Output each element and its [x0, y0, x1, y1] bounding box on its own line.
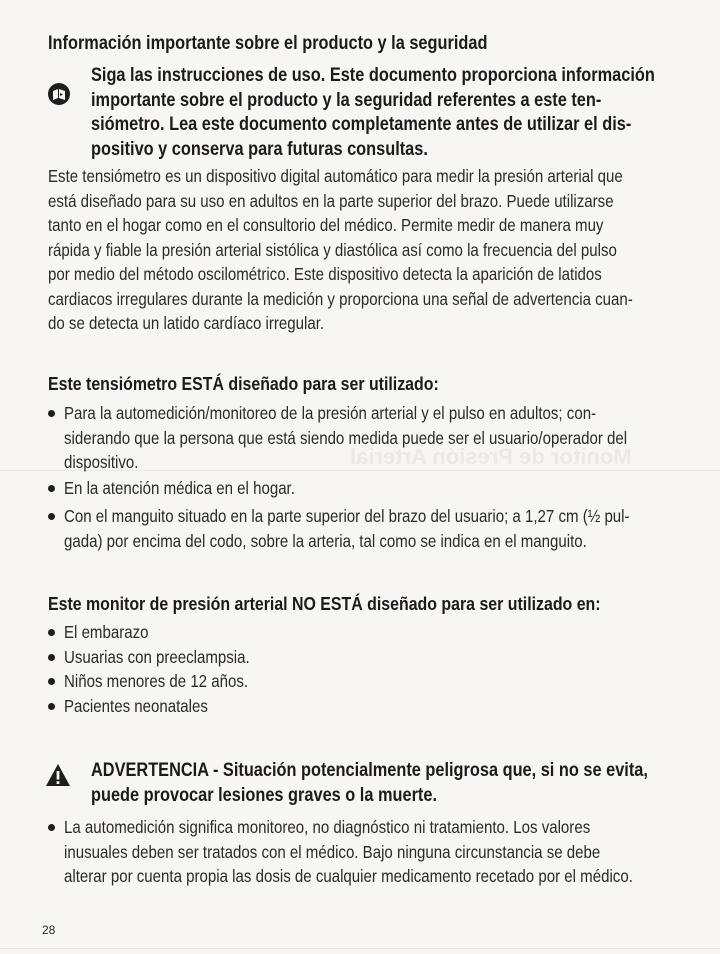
intro-paragraph: Este tensiómetro es un dispositivo digital automático para medir la presión arterial que está diseñado para su uso en adultos en la parte superior del brazo. Puede utilizarse tanto en el hogar como en el consultorio del médico. Permite medir de manera muy rápida y fiable la presión arterial sistólica y diastólica así como la frecuencia del pulso por medio del método oscilométrico. Este dispositivo detecta la aparición de latidos cardiacos irregulares durante la medición y proporciona una señal de advertencia cuan- do se detecta un latido cardíaco irregular.	[48, 166, 633, 333]
bullet-dot	[48, 410, 55, 417]
bullet-dot	[48, 485, 55, 492]
list-item: Usuarias con preeclampsia.	[48, 645, 708, 670]
warning-notice: ADVERTENCIA - Situación potencialmente peligrosa que, si no se evita, puede provocar lesiones graves o la muerte.	[91, 760, 648, 806]
list-item: Para la automedición/monitoreo de la presión arterial y el pulso en adultos; con- siderando que la persona que está siendo medida puede ser el usuario/operador del dispositivo.	[48, 401, 708, 475]
warning-list	[48, 815, 708, 889]
intended-use-heading: Este tensiómetro ESTÁ diseñado para ser utilizado:	[48, 373, 439, 394]
book-arrow-icon	[47, 82, 71, 106]
list-item: La automedición significa monitoreo, no diagnóstico ni tratamiento. Los valores inusuales deben ser tratados con el médico. Bajo ninguna circunstancia se debe alterar por cuenta propia las dosis de cualquier medicamento recetado por el médico.	[48, 815, 708, 889]
show-through-text: Monitor de Presión Arterial	[350, 444, 632, 469]
bullet-dot	[48, 678, 55, 685]
list-item: El embarazo	[48, 620, 708, 645]
bullet-dot	[48, 703, 55, 710]
page-heading: Información importante sobre el producto y la seguridad	[48, 33, 488, 54]
bullet-dot	[48, 629, 55, 636]
list-item: Niños menores de 12 años.	[48, 669, 708, 694]
list-item: Con el manguito situado en la parte superior del brazo del usuario; a 1,27 cm (½ pul- gada) por encima del codo, sobre la arteria, tal como se indica en el manguito.	[48, 504, 708, 553]
warning-triangle-icon	[45, 763, 71, 787]
intro-notice: Siga las instrucciones de uso. Este documento proporciona información importante sobre el producto y la seguridad referentes a este ten- siómetro. Lea este documento completamente antes de utilizar el dis- positivo y conserva para futuras consultas.	[91, 65, 655, 160]
page-number: 28	[42, 923, 56, 937]
contraindication-heading: Este monitor de presión arterial NO ESTÁ diseñado para ser utilizado en:	[48, 593, 601, 614]
list-item: Pacientes neonatales	[48, 694, 708, 719]
list-item: En la atención médica en el hogar.	[48, 476, 708, 501]
bullet-dot	[48, 513, 55, 520]
bullet-dot	[48, 824, 55, 831]
bullet-dot	[48, 654, 55, 661]
intended-use-list	[48, 401, 708, 553]
page-edge	[0, 948, 720, 949]
contraindication-list	[48, 620, 708, 718]
